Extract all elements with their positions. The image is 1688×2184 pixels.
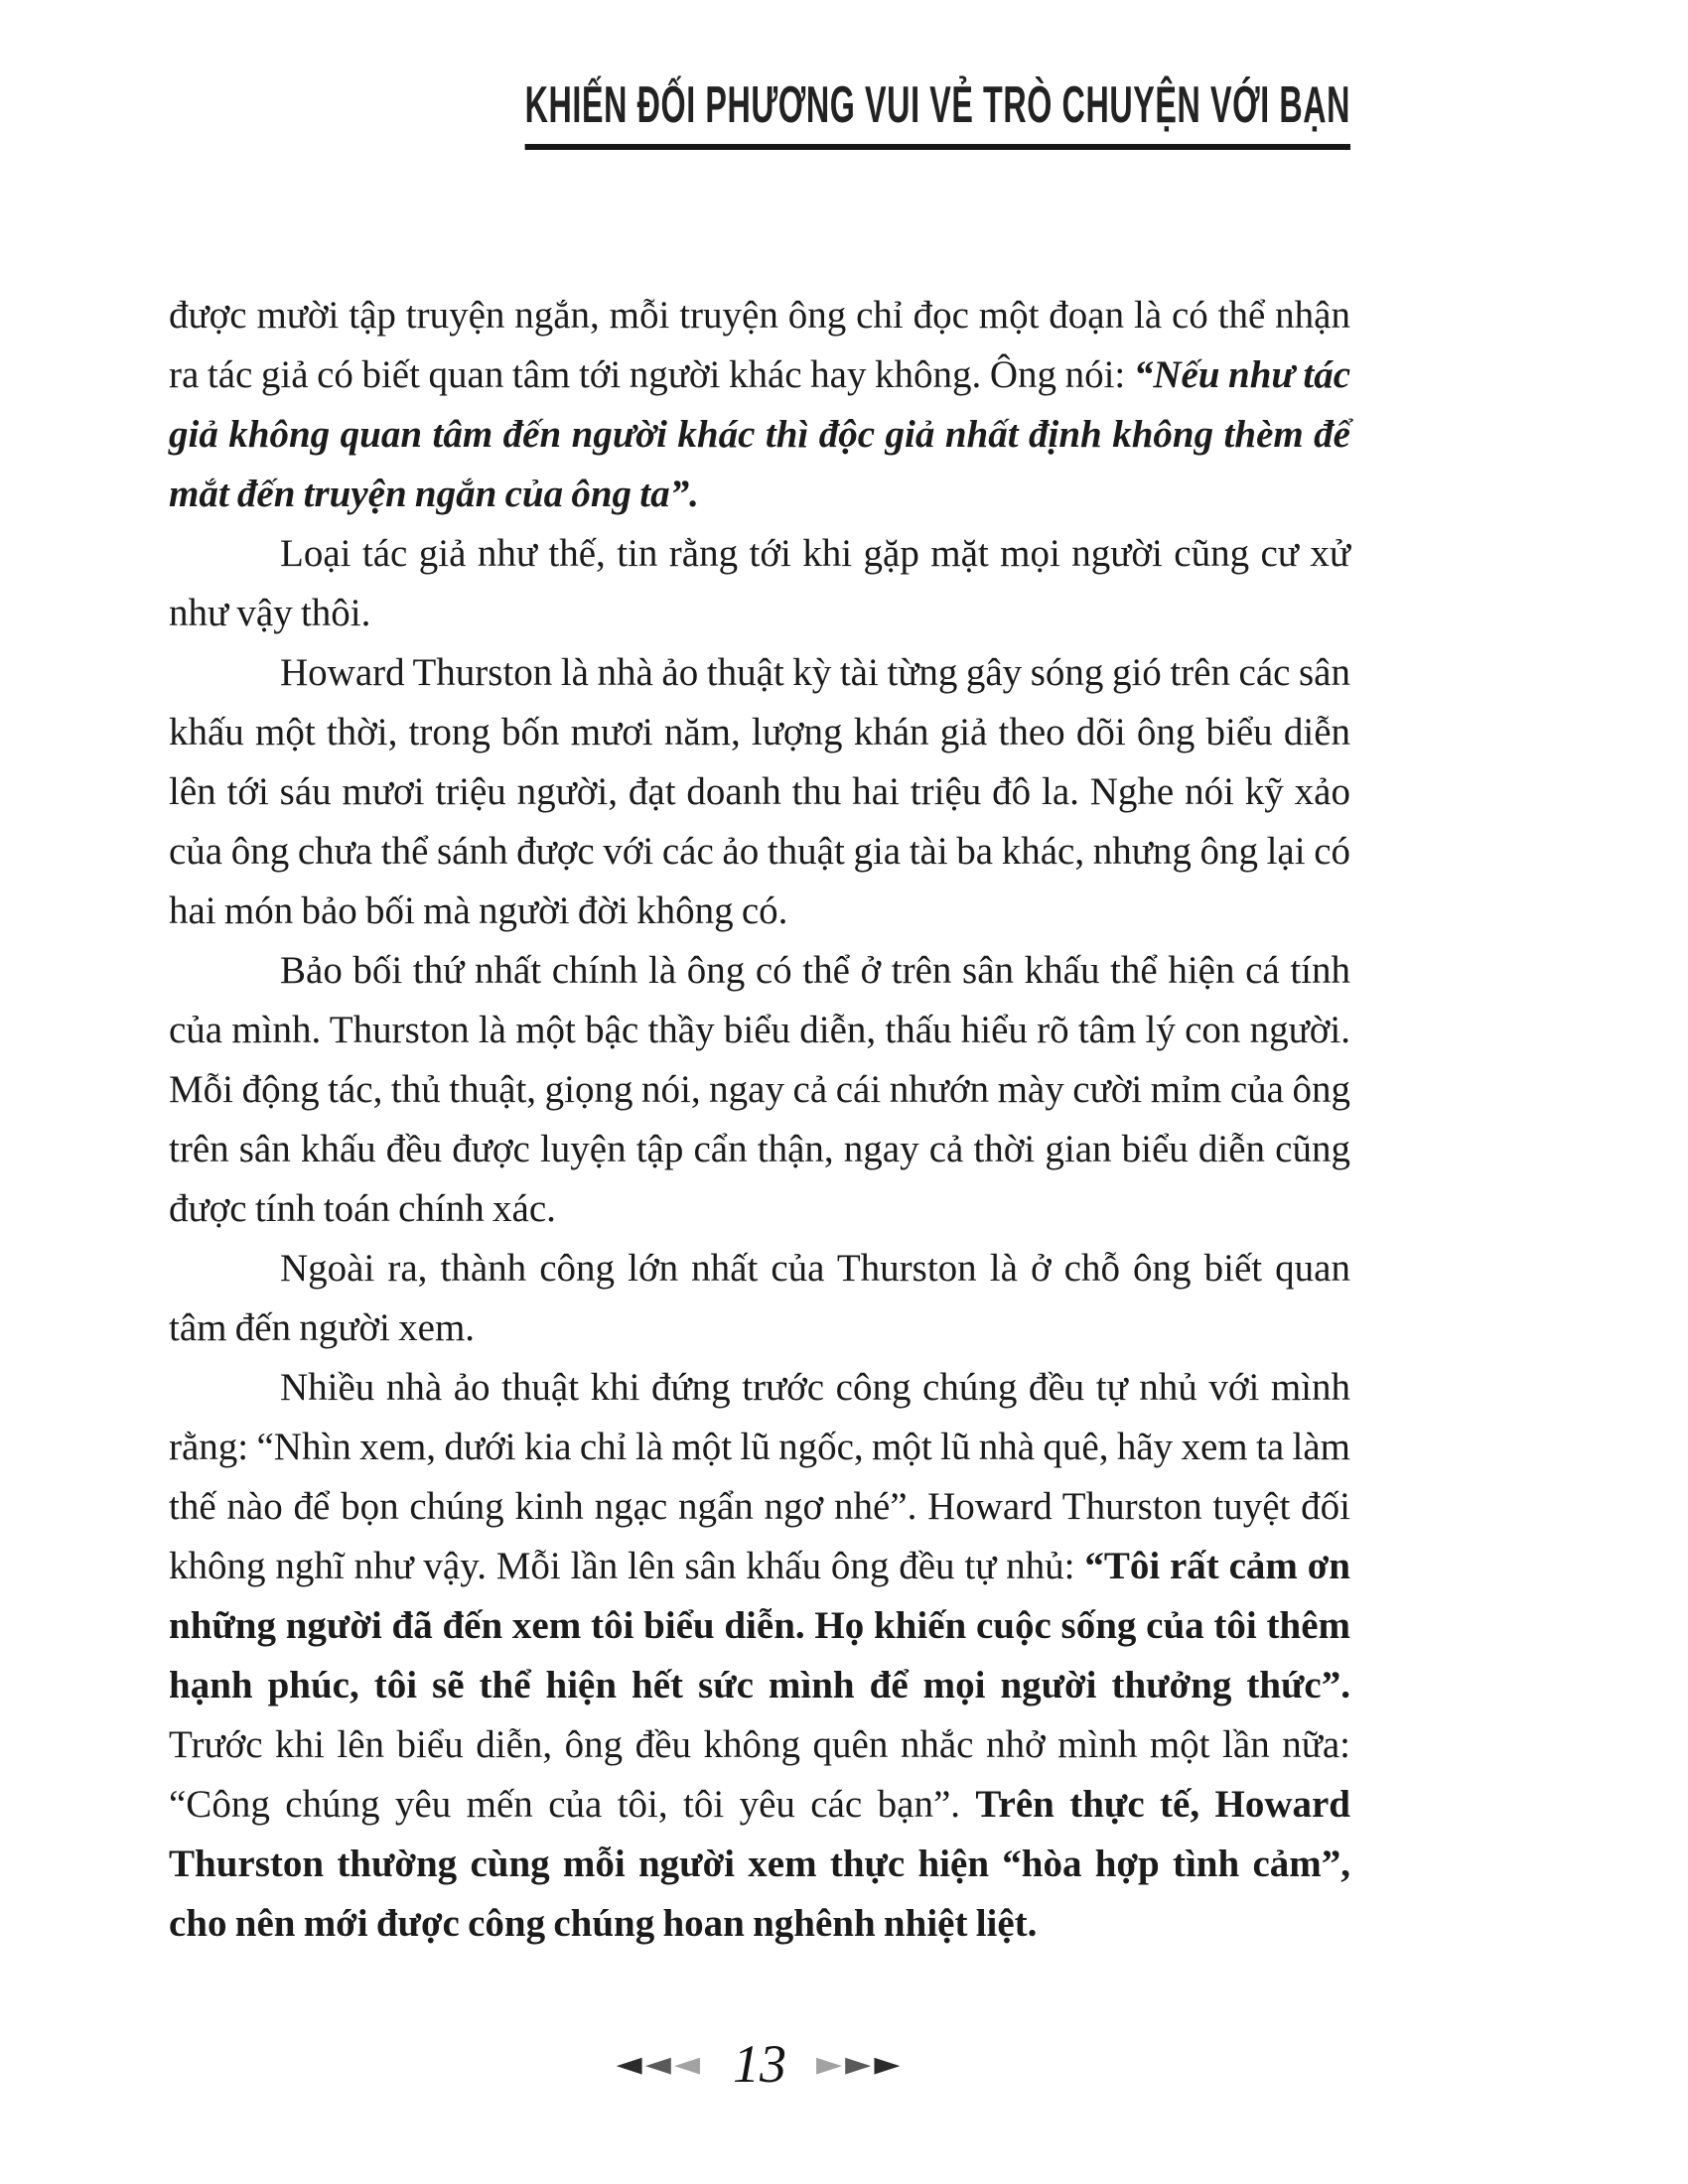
triangle-icon: ◄ [644,2044,674,2084]
triangle-icon: ► [845,2044,875,2084]
triangle-icon: ► [816,2044,846,2084]
text-run-bold: “Tôi rất cảm ơn những người đã đến xem tôi biểu diễn. Họ khiến cuộc sống của tôi thêm hạnh phúc, tôi sẽ thể hiện hết sức mình để mọi người thưởng thức”. [169,1545,1350,1706]
text-run-normal: Loại tác giả như thế, tin rằng tới khi gặp mặt mọi người cũng cư xử như vậy thôi. [169,532,1350,634]
right-triangles-ornament [816,2044,903,2084]
body-text-block [169,286,1350,1954]
text-run-bold-italic: “Nếu như tác giả không quan tâm đến người khác thì độc giả nhất định không thèm để mắt đến truyện ngắn của ông ta”. [169,353,1350,515]
text-run-bold: Trên thực tế, Howard Thurston thường cùng mỗi người xem thực hiện “hòa hợp tình cảm”, cho nên mới được công chúng hoan nghênh nhiệt liệt. [169,1783,1350,1945]
running-header-title: KHIẾN ĐỐI PHƯƠNG VUI VẺ TRÒ CHUYỆN VỚI BẠN [525,77,1350,150]
paragraph [169,524,1350,643]
triangle-icon: ► [874,2044,904,2084]
text-run-normal: Trước khi lên biểu diễn, ông đều không quên nhắc nhở mình một lần nữa: “Công chúng yêu mến của tôi, tôi yêu các bạn”. [169,1723,1350,1826]
text-run-normal: Bảo bối thứ nhất chính là ông có thể ở trên sân khấu thể hiện cá tính của mình. Thurston là một bậc thầy biểu diễn, thấu hiểu rõ tâm lý con người. Mỗi động tác, thủ thuật, giọng nói, ngay cả cái nhướn mày cười mỉm của ông trên sân khấu đều được luyện tập cẩn thận, ngay cả thời gian biểu diễn cũng được tính toán chính xác. [169,949,1350,1230]
paragraph [169,1358,1350,1954]
text-run-normal: Nhiều nhà ảo thuật khi đứng trước công chúng đều tự nhủ với mình rằng: “Nhìn xem, dưới kia chỉ là một lũ ngốc, một lũ nhà quê, hãy xem ta làm thế nào để bọn chúng kinh ngạc ngẩn ngơ nhé”. Howard Thurston tuyệt đối không nghĩ như vậy. Mỗi lần lên sân khấu ông đều tự nhủ: [169,1366,1350,1587]
triangle-icon: ◄ [616,2044,645,2084]
triangle-icon: ◄ [673,2044,703,2084]
text-run-normal: Howard Thurston là nhà ảo thuật kỳ tài từng gây sóng gió trên các sân khấu một thời, trong bốn mươi năm, lượng khán giả theo dõi ông biểu diễn lên tới sáu mươi triệu người, đạt doanh thu hai triệu đô la. Nghe nói kỹ xảo của ông chưa thể sánh được với các ảo thuật gia tài ba khác, nhưng ông lại có hai món bảo bối mà người đời không có. [169,651,1350,932]
left-triangles-ornament [617,2044,703,2084]
paragraph [169,1239,1350,1358]
paragraph [169,643,1350,941]
page-number: 13 [733,2034,786,2094]
paragraph [169,286,1350,524]
paragraph [169,941,1350,1239]
page-footer [169,2034,1350,2094]
text-run-normal: được mười tập truyện ngắn, mỗi truyện ông chỉ đọc một đoạn là có thể nhận ra tác giả có biết quan tâm tới người khác hay không. Ông nói: [169,294,1350,396]
text-run-normal: Ngoài ra, thành công lớn nhất của Thurston là ở chỗ ông biết quan tâm đến người xem. [169,1247,1350,1349]
